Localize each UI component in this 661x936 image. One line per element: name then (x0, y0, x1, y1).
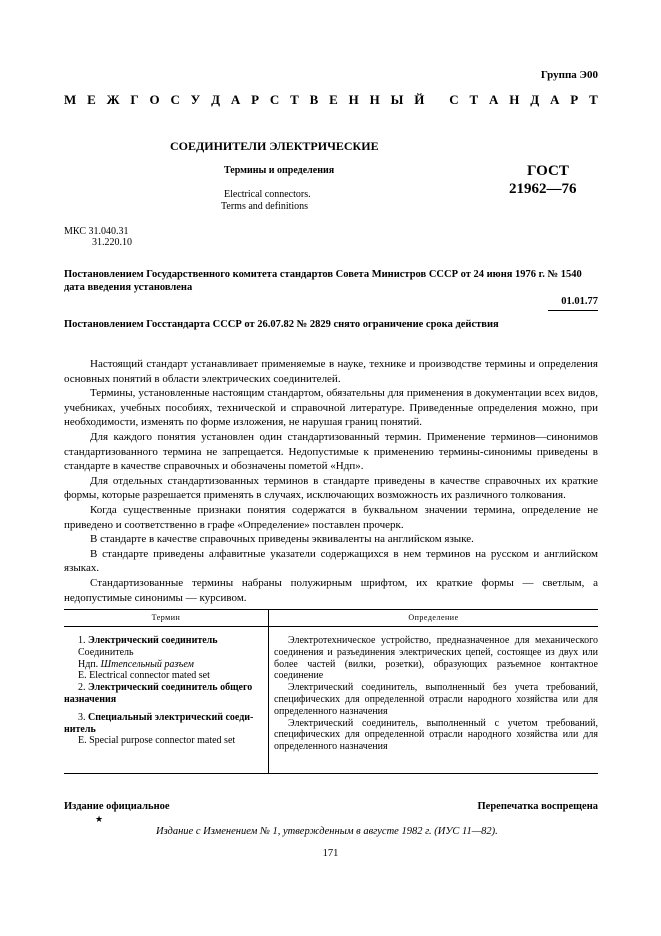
banner-letter: Р (251, 92, 260, 107)
page-number: 171 (322, 848, 339, 859)
term-2 (64, 682, 264, 694)
terms-column (64, 635, 264, 747)
official-edition: Издание официальное (64, 801, 170, 812)
gost-label: ГОСТ (527, 163, 569, 179)
table-header-rule (64, 626, 598, 627)
banner-letter: Д (211, 92, 221, 107)
star-icon: ★ (95, 814, 104, 824)
banner-letter: С (449, 92, 459, 107)
banner-letter: Й (414, 92, 425, 107)
term-number: 2. (78, 682, 86, 694)
reprint-prohibited: Перепечатка воспрещена (477, 801, 598, 812)
edition-note: Издание с Изменением № 1, утвержденным в августе 1982 г. (ИУС 11—82). (156, 826, 498, 837)
term-1-short: Соединитель (78, 646, 134, 658)
intro-paragraph: Для отдельных стандартизованных терминов в стандарте приведены в качестве справочных их краткие формы, которые разрешается применять в случаях, исключающих возможность их различного толкования. (64, 474, 598, 502)
ndp-prefix: Ндп. (78, 658, 99, 670)
term-3-english: E. Special purpose connector mated set (78, 735, 236, 747)
banner-letter: Т (469, 92, 479, 107)
effective-date: 01.01.77 (561, 296, 598, 307)
banner-letter: Е (87, 92, 96, 107)
term-name: Электрический соединитель (88, 635, 218, 646)
term-number: 1. (78, 635, 86, 646)
definition-1: Электротехническое устройство, предназначенное для механического соединения и разъединения электрических цепей, состоящее из двух или более частей (вилки, розетки), образующих разъемное контактное соединение (274, 635, 598, 682)
banner-letter: Е (329, 92, 338, 107)
banner-letter: У (190, 92, 201, 107)
document-title: СОЕДИНИТЕЛИ ЭЛЕКТРИЧЕСКИЕ (170, 139, 379, 153)
banner-letter: Д (530, 92, 540, 107)
intro-paragraph: Когда существенные признаки понятия содержатся в буквальном значении термина, определение не приведено и соответственно в графе «Определение» поставлен прочерк. (64, 503, 598, 531)
banner-letter: Ы (390, 92, 404, 107)
banner-letter: Г (130, 92, 139, 107)
english-title-line2: Terms and definitions (221, 201, 309, 212)
table-top-rule (64, 609, 598, 610)
limit-removed-text: Постановлением Госстандарта СССР от 26.07.82 № 2829 снято ограничение срока действия (64, 319, 499, 330)
intro-paragraph: Термины, установленные настоящим стандартом, обязательны для применения в документации всех видов, учебниках, учебных пособиях, технической и справочной литературе. Приведенные определения можно, при необходимости, изменять по форме изложения, не нарушая границ понятий. (64, 387, 598, 429)
group-label: Группа Э00 (540, 69, 598, 81)
english-title-line1: Electrical connectors. (224, 189, 311, 200)
banner-letter: С (170, 92, 180, 107)
banner-letter: А (550, 92, 560, 107)
banner-letter: Ж (106, 92, 120, 107)
term-3 (64, 712, 264, 724)
definition-3: Электрический соединитель, выполненный с учетом требований, специфических для определенной отрасли народного хозяйства или для определенного назначения (274, 717, 598, 753)
standard-banner (64, 92, 598, 108)
table-bottom-rule (64, 773, 598, 774)
mks-code-1: МКС 31.040.31 (64, 226, 129, 237)
term-1-english: E. Electrical connector mated set (78, 670, 210, 682)
definitions-column (274, 635, 598, 753)
intro-paragraph: В стандарте в качестве справочных приведены эквиваленты на английском языке. (90, 533, 474, 546)
date-underline (548, 310, 598, 311)
column-header-term: Термин (151, 613, 181, 622)
banner-letter: Р (570, 92, 579, 107)
term-name: Специальный электрический соеди- (88, 711, 254, 723)
intro-paragraph: В стандарте приведены алфавитные указатели содержащихся в нем терминов на русском и английском языках. (64, 547, 598, 575)
banner-letter: Т (290, 92, 299, 107)
term-2-continuation: назначения (64, 693, 117, 705)
banner-letter: Н (509, 92, 520, 107)
banner-letter: Т (589, 92, 598, 107)
term-number: 3. (78, 711, 86, 723)
term-name: Электрический соединитель общего (88, 682, 253, 694)
banner-letter: Н (348, 92, 359, 107)
definition-2: Электрический соединитель, выполненный без учета требований, специфических для определенной отрасли народного хозяйства или для определенного назначения (274, 682, 598, 717)
gost-number: 21962—76 (509, 181, 577, 197)
banner-letter: А (489, 92, 499, 107)
term-1 (64, 635, 264, 647)
banner-letter: С (269, 92, 280, 107)
banner-letter: М (64, 92, 77, 107)
banner-letter (435, 92, 438, 108)
banner-letter: А (230, 92, 241, 107)
table-column-divider (268, 609, 269, 774)
banner-letter: В (309, 92, 319, 107)
intro-paragraph: Стандартизованные термины набраны полужирным шрифтом, их краткие формы — светлым, а недопустимые синонимы — курсивом. (64, 576, 598, 604)
intro-paragraph: Настоящий стандарт устанавливает применяемые в науке, технике и производстве термины и определения основных понятий в области электрических соединителей. (64, 358, 598, 385)
banner-letter: Н (369, 92, 380, 107)
column-header-definition: Определение (408, 613, 459, 622)
intro-paragraph: Для каждого понятия установлен один стандартизованный термин. Применение терминов—синонимов стандартизованного термина не запрещается. Недопустимые к применению термины-синонимы приведены в стандарте в качестве справочных и обозначены пометой «Ндп». (64, 430, 598, 473)
decree-text: Постановлением Государственного комитета стандартов Совета Министров СССР от 24 июня 1976 г. № 1540 дата введения установлена (64, 269, 582, 294)
term-1-ndp (64, 659, 264, 671)
ndp-synonym: Штепсельный разъем (100, 658, 194, 670)
intro-section (64, 357, 598, 605)
banner-letter: О (149, 92, 160, 107)
document-subtitle: Термины и определения (224, 165, 335, 176)
term-3-continuation: нитель (64, 723, 96, 735)
mks-code-2: 31.220.10 (92, 237, 132, 248)
